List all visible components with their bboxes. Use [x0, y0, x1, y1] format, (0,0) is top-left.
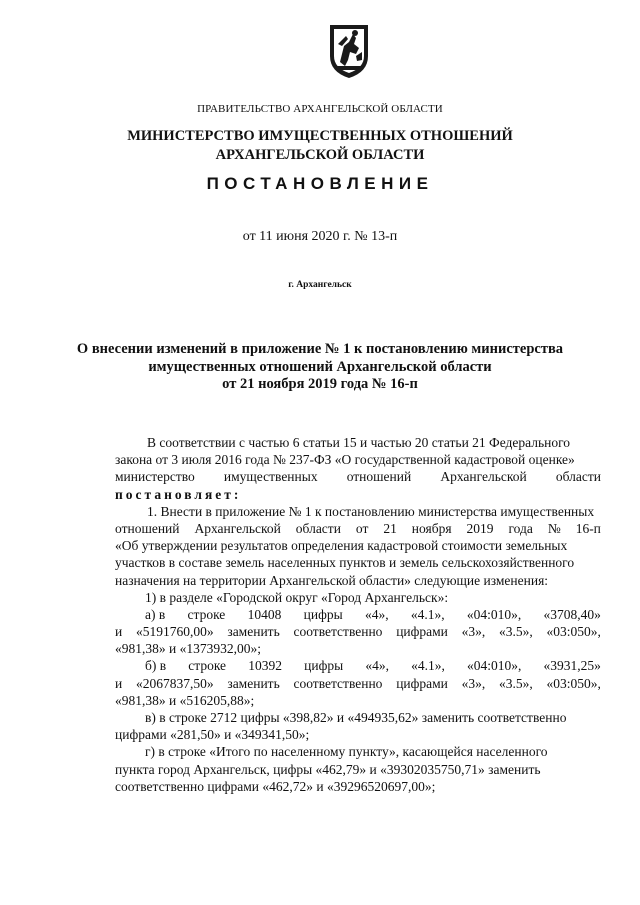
body-word: «4», [365, 658, 389, 674]
body-word: отношений [346, 469, 412, 485]
body-word: цифры [304, 658, 344, 674]
body-word: Архангельской [440, 469, 527, 485]
body-line: соответственно цифрами «462,72» и «39296520697,00»; [115, 778, 436, 794]
document-type-heading: ПОСТАНОВЛЕНИЕ [206, 174, 434, 193]
body-line: «981,38» и «516205,88»; [115, 692, 255, 708]
body-word: 10392 [248, 658, 282, 674]
body-word: 10408 [247, 606, 282, 622]
body-word: ноября [411, 520, 452, 536]
body-word: строке [187, 606, 226, 622]
body-word: 16-п [575, 520, 601, 536]
body-word: от [355, 520, 369, 536]
body-line: г) в строке «Итого по населенному пункту», касающейся населенного [145, 744, 548, 760]
body-word: имущественных [223, 469, 318, 485]
coat-of-arms-emblem [326, 22, 372, 80]
body-word: «4.1», [411, 658, 445, 674]
ministry-name-line: АРХАНГЕЛЬСКОЙ ОБЛАСТИ [215, 147, 425, 163]
body-word: «3», [461, 675, 486, 691]
body-word: года [508, 520, 533, 536]
body-line: закона от 3 июля 2016 года № 237-ФЗ «О государственной кадастровой оценке» [115, 452, 575, 468]
body-word: «03:050», [546, 675, 601, 691]
body-line: участков в составе земель населенных пунктов и земель сельскохозяйственного [115, 555, 575, 571]
title-line: от 21 ноября 2019 года № 16-п [222, 376, 418, 392]
title-line: имущественных отношений Архангельской области [148, 358, 492, 375]
body-word: «4.1», [410, 606, 445, 622]
body-word: № [547, 520, 561, 536]
body-line: цифрами «281,50» и «349341,50»; [115, 727, 310, 743]
body-word: области [555, 469, 601, 485]
body-word: соответственно [293, 675, 383, 691]
body-word: «04:010», [466, 606, 522, 622]
ministry-name [0, 127, 640, 165]
body-word: «3.5», [499, 675, 533, 691]
body-line-justified [115, 520, 601, 537]
body-line: пункта город Архангельск, цифры «462,79» и «39302035750,71» заменить [115, 761, 541, 777]
body-word: Архангельской [194, 520, 281, 536]
body-word: заменить [227, 624, 280, 640]
document-city: г. Архангельск [288, 280, 352, 290]
government-name: ПРАВИТЕЛЬСТВО АРХАНГЕЛЬСКОЙ ОБЛАСТИ [197, 103, 443, 115]
body-line-justified [115, 675, 601, 692]
body-word: 21 [383, 520, 397, 536]
body-word: «04:010», [467, 658, 522, 674]
document-date-number: от 11 июня 2020 г. № 13-п [242, 229, 398, 244]
body-line-justified [115, 606, 601, 623]
body-word: а) в [145, 606, 166, 622]
body-word: «5191760,00» [135, 624, 214, 640]
body-word: «3», [461, 624, 486, 640]
body-word: «4», [364, 606, 389, 622]
body-line-justified [115, 623, 601, 640]
body-word: цифрами [396, 675, 448, 691]
body-word: «3708,40» [543, 606, 601, 622]
body-word: строке [188, 658, 227, 674]
body-line-justified [115, 468, 601, 485]
body-word: министерство [115, 469, 195, 485]
body-word: и [115, 675, 123, 691]
body-word: соответственно [293, 624, 383, 640]
body-word: «3931,25» [543, 658, 601, 674]
body-line: В соответствии с частью 6 статьи 15 и частью 20 статьи 21 Федерального [147, 435, 571, 450]
body-word: «03:050», [546, 624, 601, 640]
body-line-justified [115, 657, 601, 674]
body-word: цифрами [396, 624, 448, 640]
document-body [115, 434, 601, 795]
document-title [0, 341, 640, 394]
body-word: цифры [303, 606, 343, 622]
ministry-name-line: МИНИСТЕРСТВО ИМУЩЕСТВЕННЫХ ОТНОШЕНИЙ [127, 128, 513, 144]
body-word: отношений [115, 520, 180, 536]
body-line: постановляет: [115, 486, 242, 502]
body-line: в) в строке 2712 цифры «398,82» и «494935,62» заменить соответственно [145, 710, 567, 725]
body-word: «2067837,50» [135, 675, 214, 691]
body-line: 1) в разделе «Городской округ «Город Архангельск»: [145, 589, 449, 605]
body-word: «3.5», [499, 624, 533, 640]
body-word: и [115, 624, 123, 640]
body-word: 2019 [466, 520, 494, 536]
body-word: б) в [145, 658, 167, 674]
body-line: «Об утверждении результатов определения кадастровой стоимости земельных [115, 538, 568, 554]
body-line: «981,38» и «1373932,00»; [115, 641, 261, 657]
body-line: 1. Внести в приложение № 1 к постановлению министерства имущественных [147, 503, 595, 519]
title-line: О внесении изменений в приложение № 1 к постановлению министерства [76, 341, 564, 357]
body-word: области [295, 520, 341, 536]
body-word: заменить [227, 675, 280, 691]
body-line: назначения на территории Архангельской области» следующие изменения: [115, 572, 549, 588]
